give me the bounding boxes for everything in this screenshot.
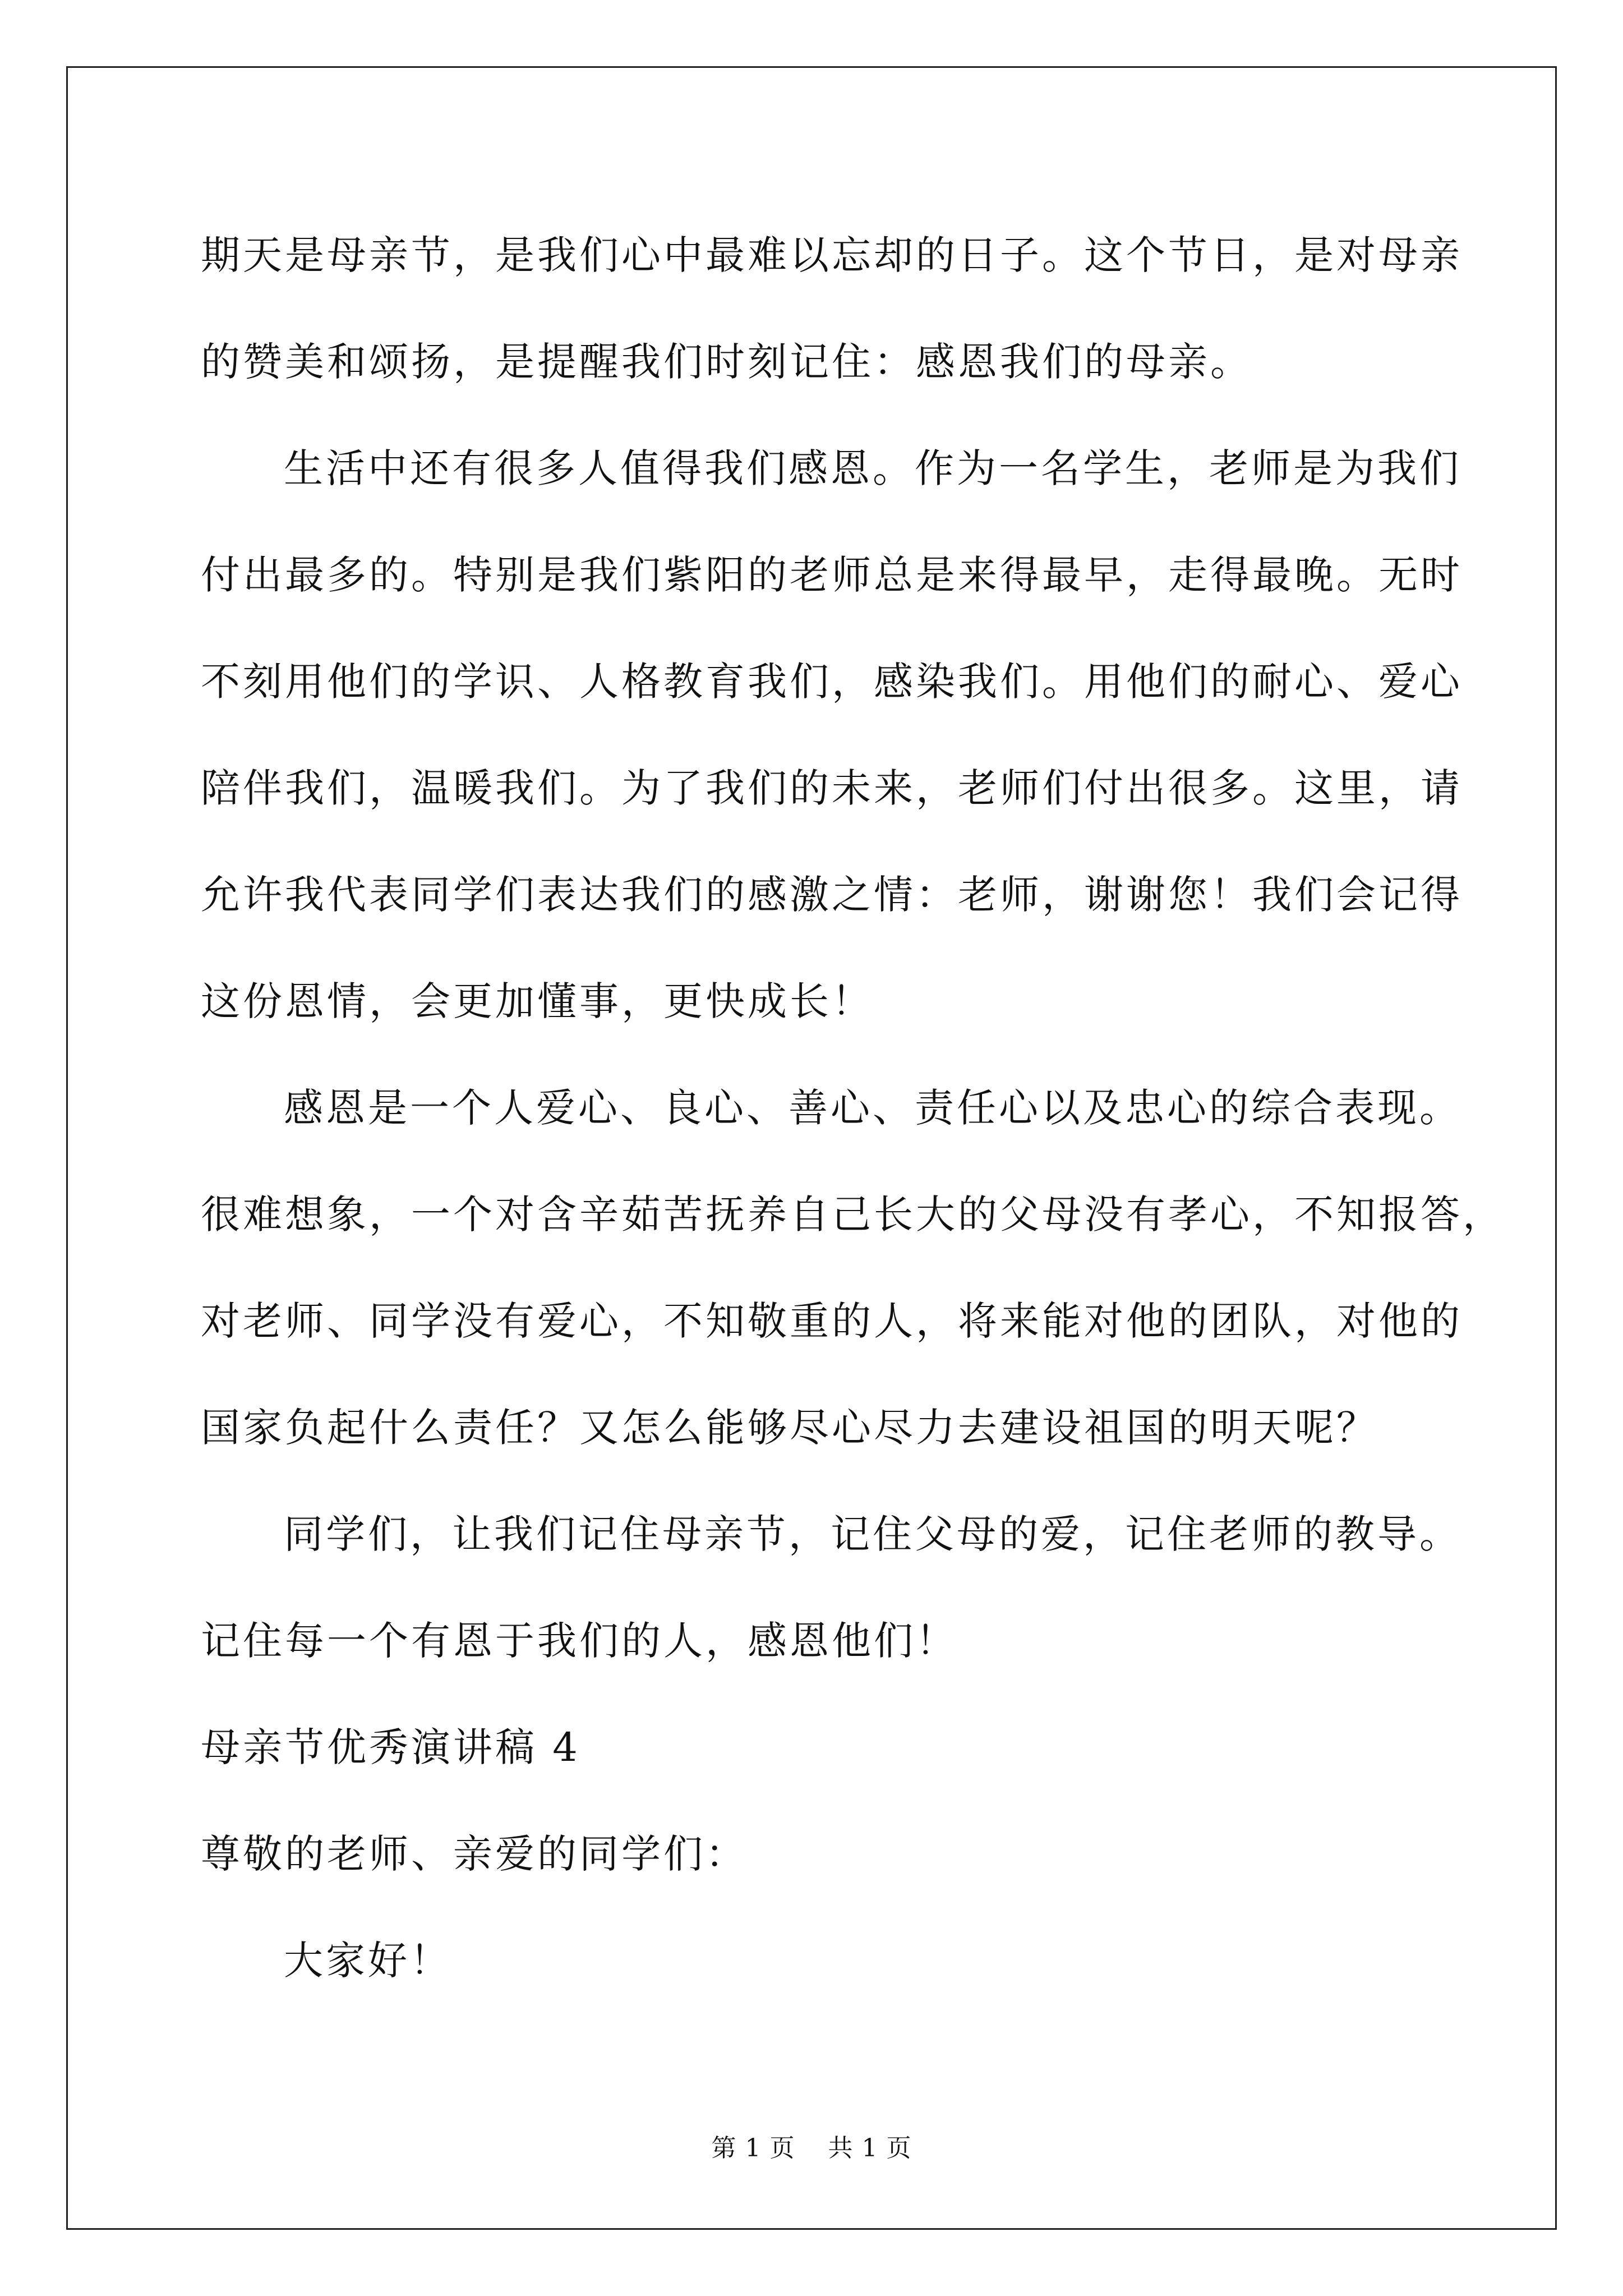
document-body	[201, 202, 1505, 2014]
page-number-total: 共 1 页	[828, 2134, 912, 2162]
page-number-current: 第 1 页	[711, 2134, 795, 2162]
text-line: 陪伴我们，温暖我们。为了我们的未来，老师们付出很多。这里，请	[201, 765, 1463, 811]
text-line: 感恩是一个人爱心、良心、善心、责任心以及忠心的综合表现。	[284, 1085, 1461, 1131]
text-line: 记住每一个有恩于我们的人，感恩他们！	[201, 1618, 958, 1664]
text-line: 对老师、同学没有爱心，不知敬重的人，将来能对他的团队，对他的	[201, 1298, 1463, 1344]
text-line: 母亲节优秀演讲稿 4	[201, 1724, 580, 1770]
text-line: 同学们，让我们记住母亲节，记住父母的爱，记住老师的教导。	[284, 1511, 1461, 1557]
text-line: 的赞美和颂扬，是提醒我们时刻记住：感恩我们的母亲。	[201, 339, 1252, 385]
text-line: 尊敬的老师、亲爱的同学们：	[201, 1831, 748, 1877]
text-line: 期天是母亲节，是我们心中最难以忘却的日子。这个节日，是对母亲	[201, 232, 1463, 278]
text-line: 付出最多的。特别是我们紫阳的老师总是来得最早，走得最晚。无时	[201, 552, 1463, 598]
text-line: 不刻用他们的学识、人格教育我们，感染我们。用他们的耐心、爱心	[201, 659, 1463, 705]
text-line: 这份恩情，会更加懂事，更快成长！	[201, 978, 874, 1024]
page-footer	[0, 2132, 1623, 2165]
text-line: 生活中还有很多人值得我们感恩。作为一名学生，老师是为我们	[284, 445, 1461, 491]
text-line: 大家好！	[284, 1938, 452, 1984]
text-line: 国家负起什么责任？又怎么能够尽心尽力去建设祖国的明天呢？	[201, 1405, 1378, 1451]
text-line: 很难想象，一个对含辛茹苦抚养自己长大的父母没有孝心，不知报答，	[201, 1191, 1505, 1237]
text-line: 允许我代表同学们表达我们的感激之情：老师，谢谢您！我们会记得	[201, 872, 1463, 918]
